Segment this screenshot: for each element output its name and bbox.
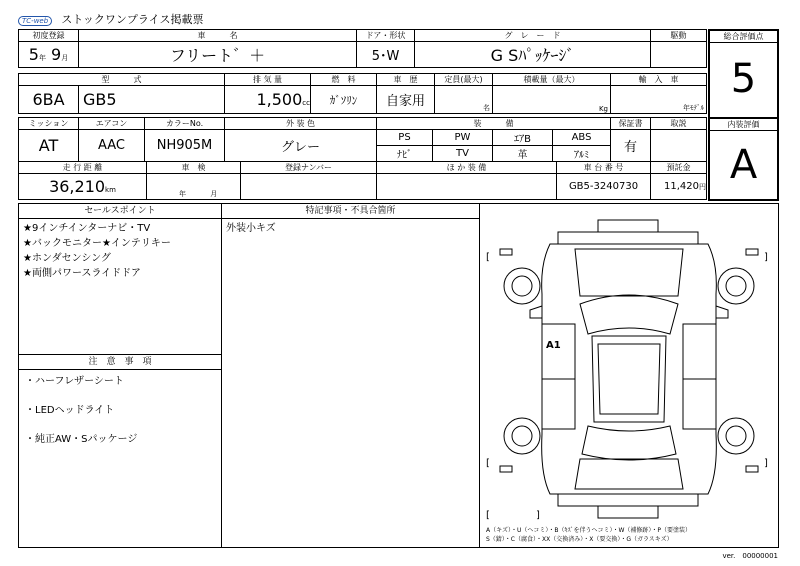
equip-top-1: PW (433, 130, 493, 146)
sales-panel (19, 204, 222, 354)
reg-year: 5 (28, 45, 39, 64)
notes-list (222, 219, 479, 238)
reg-year-unit: 年 (38, 54, 46, 62)
damage-legend (486, 526, 691, 544)
sales-line: ★ホンダセンシング (23, 253, 111, 264)
type-b-value: GB5 (79, 86, 225, 114)
deposit-unit: 円 (699, 183, 706, 191)
car-name-value: フリート゛＋ (79, 42, 357, 68)
caution-line: ・純正AW・Sパッケージ (25, 434, 138, 445)
page-title: ストックワンプライス掲載票 (61, 13, 204, 26)
car-diagram-svg (480, 204, 778, 547)
label-fuel: 燃 料 (311, 74, 377, 86)
label-manual: 取説 (651, 118, 707, 130)
tire-icon-fr (746, 249, 758, 255)
interior-score: A (729, 142, 758, 188)
rear-glass-shape (582, 426, 676, 460)
load-unit: Kg (493, 86, 611, 114)
row3-table (18, 117, 707, 162)
notes-panel (222, 204, 480, 547)
label-capacity: 定員(最大) (435, 74, 493, 86)
roof-inner-shape (598, 344, 660, 414)
chassis-value: GB5-3240730 (557, 174, 651, 200)
mileage-value: 36,210 (49, 177, 106, 196)
sales-line: ★両側パワースライドドア (23, 268, 141, 279)
rear-bumper-shape (558, 494, 698, 506)
row2-table (18, 73, 707, 114)
fuel-value: ｶﾞｿﾘﾝ (311, 86, 377, 114)
notes-title: 特記事項・不具合箇所 (222, 204, 479, 219)
mirror-right-shape (716, 306, 728, 318)
label-equipment: 装 備 (377, 118, 611, 130)
hub-front-left-shape (512, 276, 532, 296)
right-front-door-shape (683, 324, 716, 379)
bracket-tl: [ (486, 252, 490, 263)
bracket-bl: [ (486, 458, 490, 469)
notes-line: 外装小キズ (226, 223, 276, 234)
right-rear-door-shape (683, 379, 716, 429)
label-reg-date: 初度登録 (19, 30, 79, 42)
wheel-rear-left-shape (504, 418, 540, 454)
aircon-value: AAC (79, 130, 145, 162)
rear-plate-shape (598, 506, 658, 518)
damage-mark-a1: A1 (546, 340, 561, 351)
wheel-front-left-shape (504, 268, 540, 304)
label-other-equip: ほ か 装 備 (377, 162, 557, 174)
wheel-front-right-shape (718, 268, 754, 304)
label-overall: 総合評価点 (710, 31, 777, 43)
tailgate-shape (575, 459, 683, 489)
label-deposit: 預託金 (651, 162, 707, 174)
label-mileage: 走 行 距 離 (19, 162, 147, 174)
overall-score: 5 (730, 56, 757, 102)
label-displacement: 排 気 量 (225, 74, 311, 86)
equip-top-0: PS (377, 130, 433, 146)
displacement-cell (225, 86, 311, 114)
interior-score-box (708, 117, 779, 201)
mileage-unit: km (105, 186, 116, 194)
tire-icon-rr (746, 466, 758, 472)
reg-month: 9 (51, 45, 62, 64)
deposit-value: 11,420 (664, 181, 699, 192)
label-plate: 登録ナンバー (241, 162, 377, 174)
label-import: 輸 入 車 (611, 74, 707, 86)
front-plate-shape (598, 220, 658, 232)
label-mission: ミッション (19, 118, 79, 130)
warranty-value: 有 (611, 130, 651, 162)
plate-value (241, 174, 377, 200)
displacement-unit: cc (302, 99, 310, 107)
manual-value (651, 130, 707, 162)
equip-bottom-1: TV (433, 146, 493, 162)
mileage-cell (19, 174, 147, 200)
equip-bottom-3: ｱﾙﾐ (553, 146, 611, 162)
equip-bottom-0: ﾅﾋﾞ (377, 146, 433, 162)
bracket-tr: ] (764, 252, 768, 263)
left-front-door-shape (542, 324, 575, 379)
label-ext-color: 外 装 色 (225, 118, 377, 130)
type-a-value: 6BA (19, 86, 79, 114)
overall-score-box (708, 29, 779, 119)
drive-value (651, 42, 707, 68)
insp-year-unit: 年 (179, 190, 186, 198)
caution-line: ・ハーフレザーシート (25, 376, 124, 387)
label-warranty: 保証書 (611, 118, 651, 130)
label-inspection: 車 検 (147, 162, 241, 174)
tire-icon-rl (500, 466, 512, 472)
label-type: 型 式 (19, 74, 225, 86)
front-bumper-shape (558, 232, 698, 244)
inspection-cell (147, 174, 241, 200)
label-car-name: 車 名 (79, 30, 357, 42)
grade-value: G Sﾊﾟｯｹｰｼﾞ (415, 42, 651, 68)
row4-table (18, 161, 707, 200)
equip-bottom-2: 革 (493, 146, 553, 162)
damage-diagram (480, 204, 778, 547)
header (18, 8, 204, 24)
label-color-no: カラーNo. (145, 118, 225, 130)
caution-line: ・LEDヘッドライト (25, 405, 115, 416)
reg-month-unit: 月 (61, 54, 69, 62)
sales-line: ★9インチインターナビ・TV (23, 223, 151, 234)
color-no-value: NH905M (145, 130, 225, 162)
caution-title: 注 意 事 項 (19, 355, 221, 370)
row1-table (18, 29, 707, 68)
hub-rear-left-shape (512, 426, 532, 446)
sales-line: ★バックモニター★インテリキー (23, 238, 171, 249)
caution-panel (19, 354, 222, 547)
bracket-bottom-left: [ (486, 510, 490, 521)
legend-line-2: S（錆）・C（腐食）・XX（交換済み）・X（要交換）・G（ガラスキズ） (486, 536, 673, 543)
label-aircon: エアコン (79, 118, 145, 130)
deposit-cell (651, 174, 707, 200)
hub-rear-right-shape (726, 426, 746, 446)
caution-list (19, 370, 221, 451)
displacement-value: 1,500 (256, 90, 303, 109)
roof-shape (592, 336, 666, 422)
reg-date-cell (19, 42, 79, 68)
label-door: ドア・形状 (357, 30, 415, 42)
version-label: ver. 00000001 (722, 552, 778, 560)
import-note: 年ﾓﾃﾞﾙ (611, 86, 707, 114)
hood-shape (575, 249, 683, 296)
windshield-shape (580, 295, 678, 334)
label-interior: 内装評価 (710, 119, 777, 131)
door-value: 5･W (357, 42, 415, 68)
sales-title: セールスポイント (19, 204, 221, 219)
sales-list (19, 219, 221, 283)
mission-value: AT (19, 130, 79, 162)
bracket-br: ] (764, 458, 768, 469)
mirror-left-shape (530, 306, 542, 318)
hub-front-right-shape (726, 276, 746, 296)
equip-top-2: ｴｱB (493, 130, 553, 146)
label-load: 積載量（最大） (493, 74, 611, 86)
bracket-bottom-right: ] (536, 510, 540, 521)
left-rear-door-shape (542, 379, 575, 429)
tire-icon-fl (500, 249, 512, 255)
legend-line-1: A（キズ）・U（ヘコミ）・B（ｷｽﾞを伴うヘコミ）・W（補修跡）・P（要塗装） (486, 527, 692, 534)
body-outline-shape (542, 244, 717, 494)
label-grade: グ レ ー ド (415, 30, 651, 42)
history-value: 自家用 (377, 86, 435, 114)
ext-color-value: グレー (225, 130, 377, 162)
insp-month-unit: 月 (210, 190, 218, 198)
label-drive: 駆動 (651, 30, 707, 42)
lower-section (18, 203, 779, 548)
brand-logo: TC-web (18, 16, 52, 26)
label-chassis: 車 台 番 号 (557, 162, 651, 174)
wheel-rear-right-shape (718, 418, 754, 454)
equip-top-3: ABS (553, 130, 611, 146)
capacity-unit: 名 (435, 86, 493, 114)
other-equip-value (377, 174, 557, 200)
label-history: 車 歴 (377, 74, 435, 86)
